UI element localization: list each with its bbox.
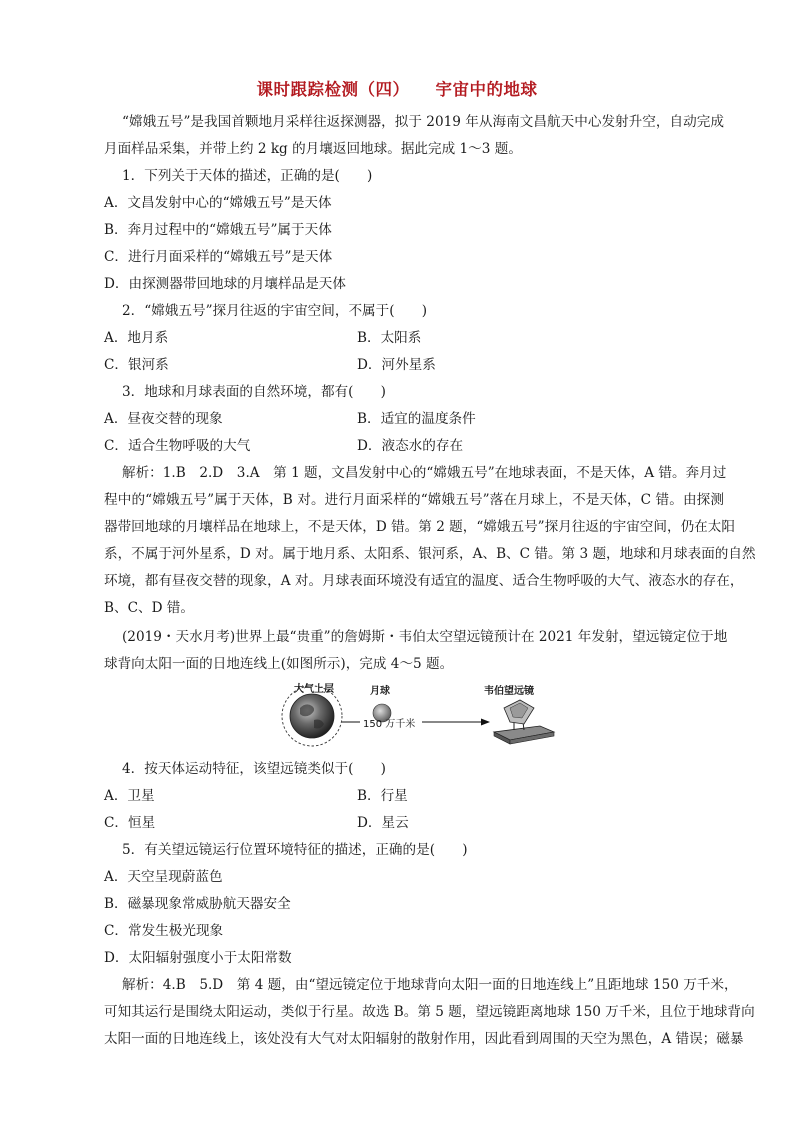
analysis2-line1: 解析：4.B 5.D 第 4 题，由“望远镜定位于地球背向太阳一面的日地连线上”且距地球 150 万千米， bbox=[122, 977, 738, 993]
q3-option-c: C．适合生物呼吸的大气 bbox=[104, 438, 251, 454]
analysis2-line2: 可知其运行是围绕太阳运动，类似于行星。故选 B。第 5 题，望远镜距离地球 150 万千米，且位于地球背向 bbox=[104, 1004, 755, 1020]
q2-option-c: C．银河系 bbox=[104, 357, 169, 373]
moon-label: 月球 bbox=[370, 686, 390, 697]
q3-option-a: A．昼夜交替的现象 bbox=[104, 411, 223, 427]
analysis1-line2: 程中的“嫦娥五号”属于天体，B 对。进行月面采样的“嫦娥五号”落在月球上，不是天体，C 错。由探测 bbox=[104, 492, 724, 508]
analysis1-line5: 环境，都有昼夜交替的现象，A 对。月球表面环境没有适宜的温度、适合生物呼吸的大气、液态水的存在， bbox=[104, 573, 744, 589]
q1-option-b: B．奔月过程中的“嫦娥五号”属于天体 bbox=[104, 222, 332, 238]
q3-option-b: B．适宜的温度条件 bbox=[357, 411, 476, 427]
q1-option-d: D．由探测器带回地球的月壤样品是天体 bbox=[104, 276, 346, 292]
intro1-line1: “嫦娥五号”是我国首颗地月采样往返探测器，拟于 2019 年从海南文昌航天中心发射升空，自动完成 bbox=[122, 114, 724, 130]
q2-stem: 2．“嫦娥五号”探月往返的宇宙空间，不属于( ) bbox=[122, 303, 428, 319]
q5-option-c: C．常发生极光现象 bbox=[104, 923, 224, 939]
analysis1-line4: 系，不属于河外星系，D 对。属于地月系、太阳系、银河系，A、B、C 错。第 3 题，地球和月球表面的自然 bbox=[104, 546, 756, 562]
q1-option-c: C．进行月面采样的“嫦娥五号”是天体 bbox=[104, 249, 333, 265]
analysis1-line3: 器带回地球的月壤样品在地球上，不是天体，D 错。第 2 题，“嫦娥五号”探月往返的宇宙空间，仍在太阳 bbox=[104, 519, 735, 535]
atmosphere-label: 大气上层 bbox=[294, 684, 334, 695]
q1-option-a: A．文昌发射中心的“嫦娥五号”是天体 bbox=[104, 195, 332, 211]
distance-label: 150 万千米 bbox=[363, 719, 416, 730]
intro2-line2: 球背向太阳一面的日地连线上(如图所示)，完成 4～5 题。 bbox=[104, 656, 454, 672]
telescope-icon bbox=[494, 700, 554, 744]
title-series: 课时跟踪检测（四） bbox=[256, 80, 410, 99]
q3-option-d: D．液态水的存在 bbox=[357, 438, 464, 454]
q2-option-d: D．河外星系 bbox=[357, 357, 436, 373]
page-title bbox=[0, 76, 794, 100]
earth-globe bbox=[290, 694, 334, 738]
earth-moon-telescope-figure bbox=[278, 680, 578, 750]
telescope-label: 韦伯望远镜 bbox=[484, 686, 534, 697]
q4-option-d: D．星云 bbox=[357, 815, 409, 831]
q1-stem: 1．下列关于天体的描述，正确的是( ) bbox=[122, 168, 373, 184]
analysis2-line3: 太阳一面的日地连线上，该处没有大气对太阳辐射的散射作用，因此看到周围的天空为黑色，A 错误；磁暴 bbox=[104, 1031, 744, 1047]
analysis1-line1: 解析：1.B 2.D 3.A 第 1 题，文昌发射中心的“嫦娥五号”在地球表面，不是天体，A 错。奔月过 bbox=[122, 465, 727, 481]
q5-option-d: D．太阳辐射强度小于太阳常数 bbox=[104, 950, 292, 966]
q5-option-a: A．天空呈现蔚蓝色 bbox=[104, 869, 223, 885]
q5-option-b: B．磁暴现象常威胁航天器安全 bbox=[104, 896, 291, 912]
q4-option-b: B．行星 bbox=[357, 788, 408, 804]
q3-stem: 3．地球和月球表面的自然环境，都有( ) bbox=[122, 384, 386, 400]
intro2-line1: (2019・天水月考)世界上最“贵重”的詹姆斯・韦伯太空望远镜预计在 2021 年发射，望远镜定位于地 bbox=[122, 629, 728, 645]
q4-stem: 4．按天体运动特征，该望远镜类似于( ) bbox=[122, 761, 386, 777]
q2-option-b: B．太阳系 bbox=[357, 330, 422, 346]
q4-option-a: A．卫星 bbox=[104, 788, 155, 804]
analysis1-line6: B、C、D 错。 bbox=[104, 600, 194, 616]
title-topic: 宇宙中的地球 bbox=[435, 80, 538, 99]
q2-option-a: A．地月系 bbox=[104, 330, 169, 346]
intro1-line2: 月面样品采集，并带上约 2 kg 的月壤返回地球。据此完成 1～3 题。 bbox=[104, 141, 522, 157]
q5-stem: 5．有关望远镜运行位置环境特征的描述，正确的是( ) bbox=[122, 842, 468, 858]
q4-option-c: C．恒星 bbox=[104, 815, 156, 831]
